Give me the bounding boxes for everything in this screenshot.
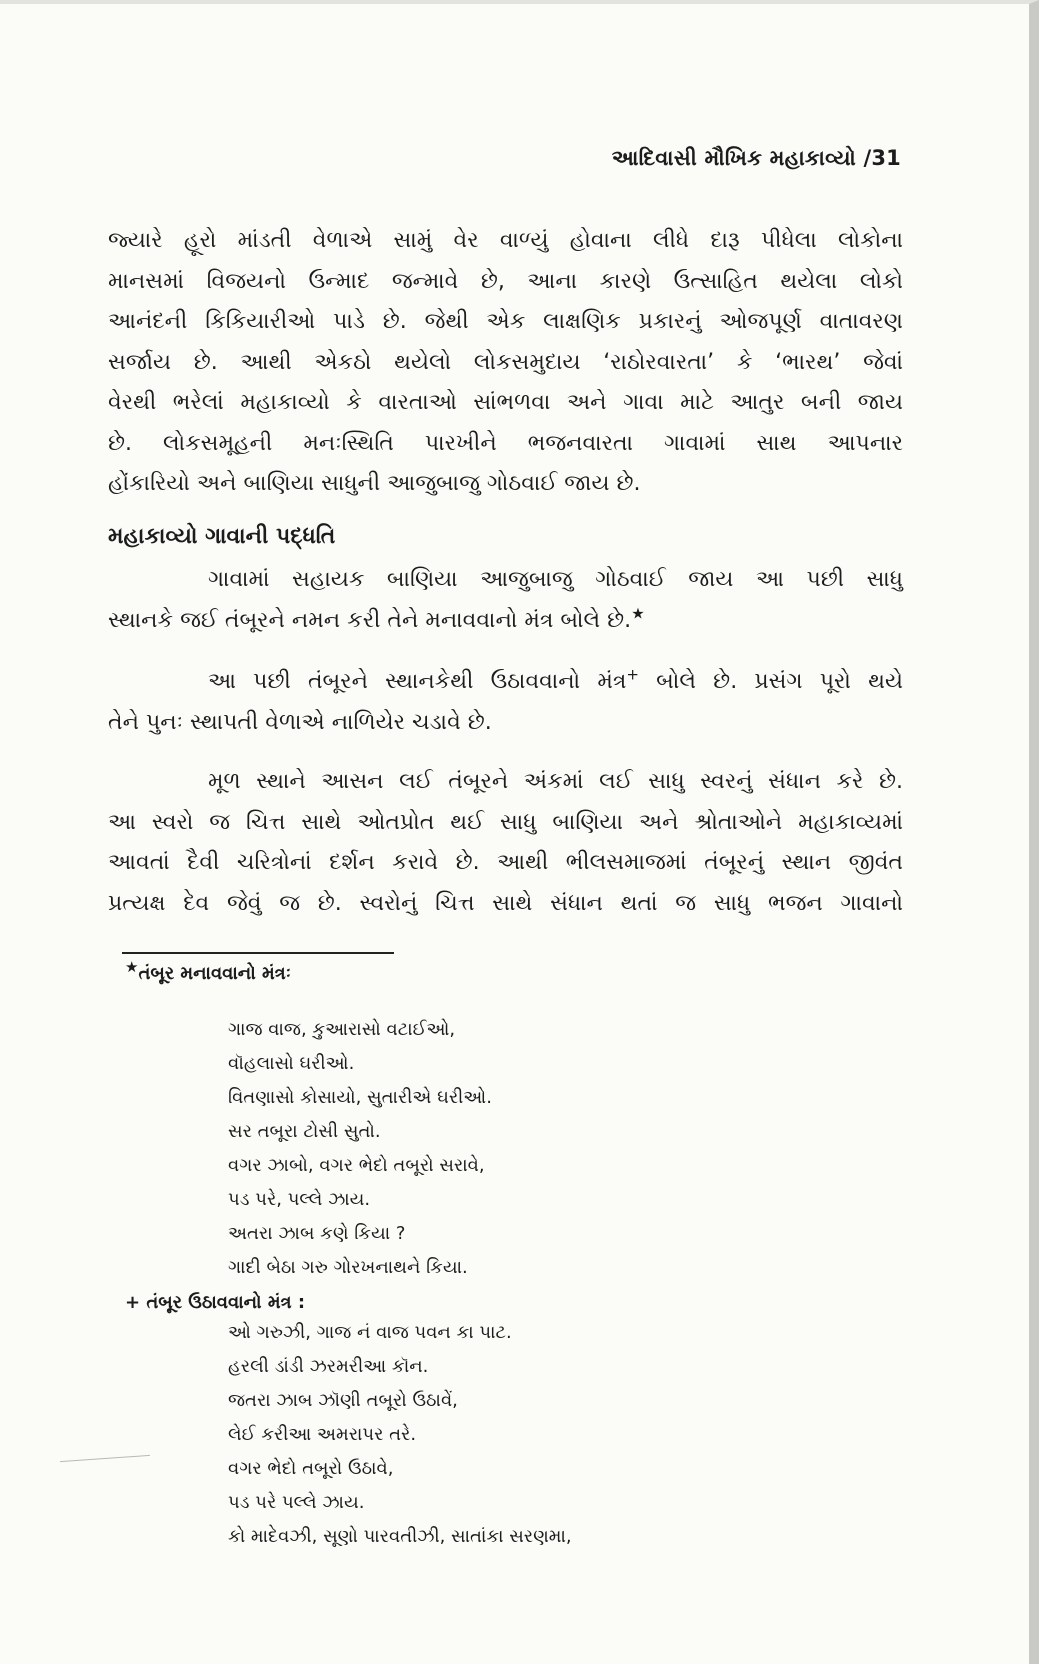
verse-line: કો માદેવઝી, સૂણો પારવતીઝી, સાતાંકા સરણમા, [228,1526,572,1547]
running-header: આદિવાસી મૌખિક મહાકાવ્યો /31 [611,146,901,170]
paragraph-line [108,662,903,703]
verse-line: સર તબૂરા ટોસી સુતો. [228,1121,381,1142]
footnote-2-verse [228,1316,572,1554]
verse-line: પડ પરે, પલ્લે ઝાય. [228,1189,371,1210]
paragraph-line: જ્યારે હૂરો માંડતી વેળાએ સામું વેર વાળ્યું હોવાના લીધે દારૂ પીધેલા લોકોના [108,228,903,253]
paragraph-text: સ્થાનકે જઈ તંબૂરને નમન કરી તેને મનાવવાનો મંત્ર બોલે છે. [108,607,632,633]
paragraph-line [108,601,903,642]
footnote-heading-text: તંબૂર મનાવવાનો મંત્રઃ [138,963,291,984]
verse-line: વગર ભેદો તબૂરો ઉઠાવે, [228,1458,394,1479]
star-icon: ★ [125,958,139,976]
verse-line: વિતણાસો કોસાયો, સુતારીએ ઘરીઓ. [228,1087,492,1108]
verse-line: અતરા ઝાબ કણે કિયા ? [228,1223,406,1244]
verse-line: જતરા ઝાબ ઝૉણી તબૂરો ઉઠાવેં, [228,1390,458,1411]
paragraph-line: તેને પુનઃ સ્થાપતી વેળાએ નાળિયેર ચડાવે છે. [108,709,492,735]
verse-line: પડ પરે પલ્લે ઝાય. [228,1492,365,1513]
paragraph-line: માનસમાં વિજયનો ઉન્માદ જન્માવે છે, આના કારણે ઉત્સાહિત થયેલા લોકો [108,268,903,294]
paragraph-line: આનંદની કિકિયારીઓ પાડે છે. જેથી એક લાક્ષણિક પ્રકારનું ઓજપૂર્ણ વાતાવરણ [108,309,903,334]
footnote-2-heading: + તંબૂર ઉઠાવવાનો મંત્ર : [125,1292,306,1313]
section-heading: મહાકાવ્યો ગાવાની પદ્ધતિ [108,524,336,549]
paragraph-1 [108,221,903,505]
footnote-star-marker: ★ [631,604,645,623]
paragraph-text: આ પછી તંબૂરને સ્થાનકેથી ઉઠાવવાનો મંત્ર [208,669,627,694]
paragraph-line: મૂળ સ્થાને આસન લઈ તંબૂરને અંકમાં લઈ સાધુ સ્વરનું સંધાન કરે છે. [208,769,903,794]
footnote-1-heading [125,958,291,984]
verse-line: લેઈ કરીઆ અમરાપર તરે. [228,1424,417,1445]
paragraph-line: આવતાં દૈવી ચરિત્રોનાં દર્શન કરાવે છે. આથી ભીલસમાજમાં તંબૂરનું સ્થાન જીવંત [108,850,903,875]
verse-line: ગાજ વાજ, કુઆરાસો વટાઈઓ, [228,1019,456,1040]
paragraph-text: બોલે છે. પ્રસંગ પૂરો થયે [638,669,903,694]
paragraph-line: છે. લોકસમૂહની મનઃસ્થિતિ પારખીને ભજનવારતા ગાવામાં સાથ આપનાર [108,430,903,456]
paragraph-3 [108,662,903,743]
paragraph-2 [108,560,903,641]
verse-line: ગાદી બેઠા ગરુ ગોરખનાથને કિયા. [228,1257,468,1278]
paragraph-line: ગાવામાં સહાયક બાણિયા આજુબાજુ ગોઠવાઈ જાય આ પછી સાધુ [208,567,903,592]
paragraph-4 [108,762,903,924]
paragraph-line: સર્જાય છે. આથી એકઠો થયેલો લોકસમુદાય ‘રાઠોરવારતા’ કે ‘ભારથ’ જેવાં [108,349,903,375]
paragraph-line: હોંકારિયો અને બાણિયા સાધુની આજુબાજુ ગોઠવાઈ જાય છે. [108,471,641,496]
verse-line: વગર ઝાબો, વગર ભેદો તબૂરો સરાવે, [228,1155,485,1176]
footnote-divider [122,952,394,954]
verse-line: હરલી ડાંડી ઝરમરીઆ કૉન. [228,1356,429,1377]
verse-line: ઓ ગરુઝી, ગાજ નં વાજ પવન કા પાટ. [228,1322,512,1343]
paragraph-line: આ સ્વરો જ ચિત્ત સાથે ઓતપ્રોત થઈ સાધુ બાણિયા અને શ્રોતાઓને મહાકાવ્યમાં [108,809,903,835]
footnote-1-verse [228,1013,492,1285]
paragraph-line: પ્રત્યક્ષ દેવ જેવું જ છે. સ્વરોનું ચિત્ત સાથે સંધાન થતાં જ સાધુ ભજન ગાવાનો [108,890,903,916]
footnote-plus-marker: + [626,665,639,684]
verse-line: વૉહલાસો ઘરીઓ. [228,1053,355,1074]
paragraph-line: વેરથી ભરેલાં મહાકાવ્યો કે વારતાઓ સાંભળવા અને ગાવા માટે આતુર બની જાય [108,390,903,415]
